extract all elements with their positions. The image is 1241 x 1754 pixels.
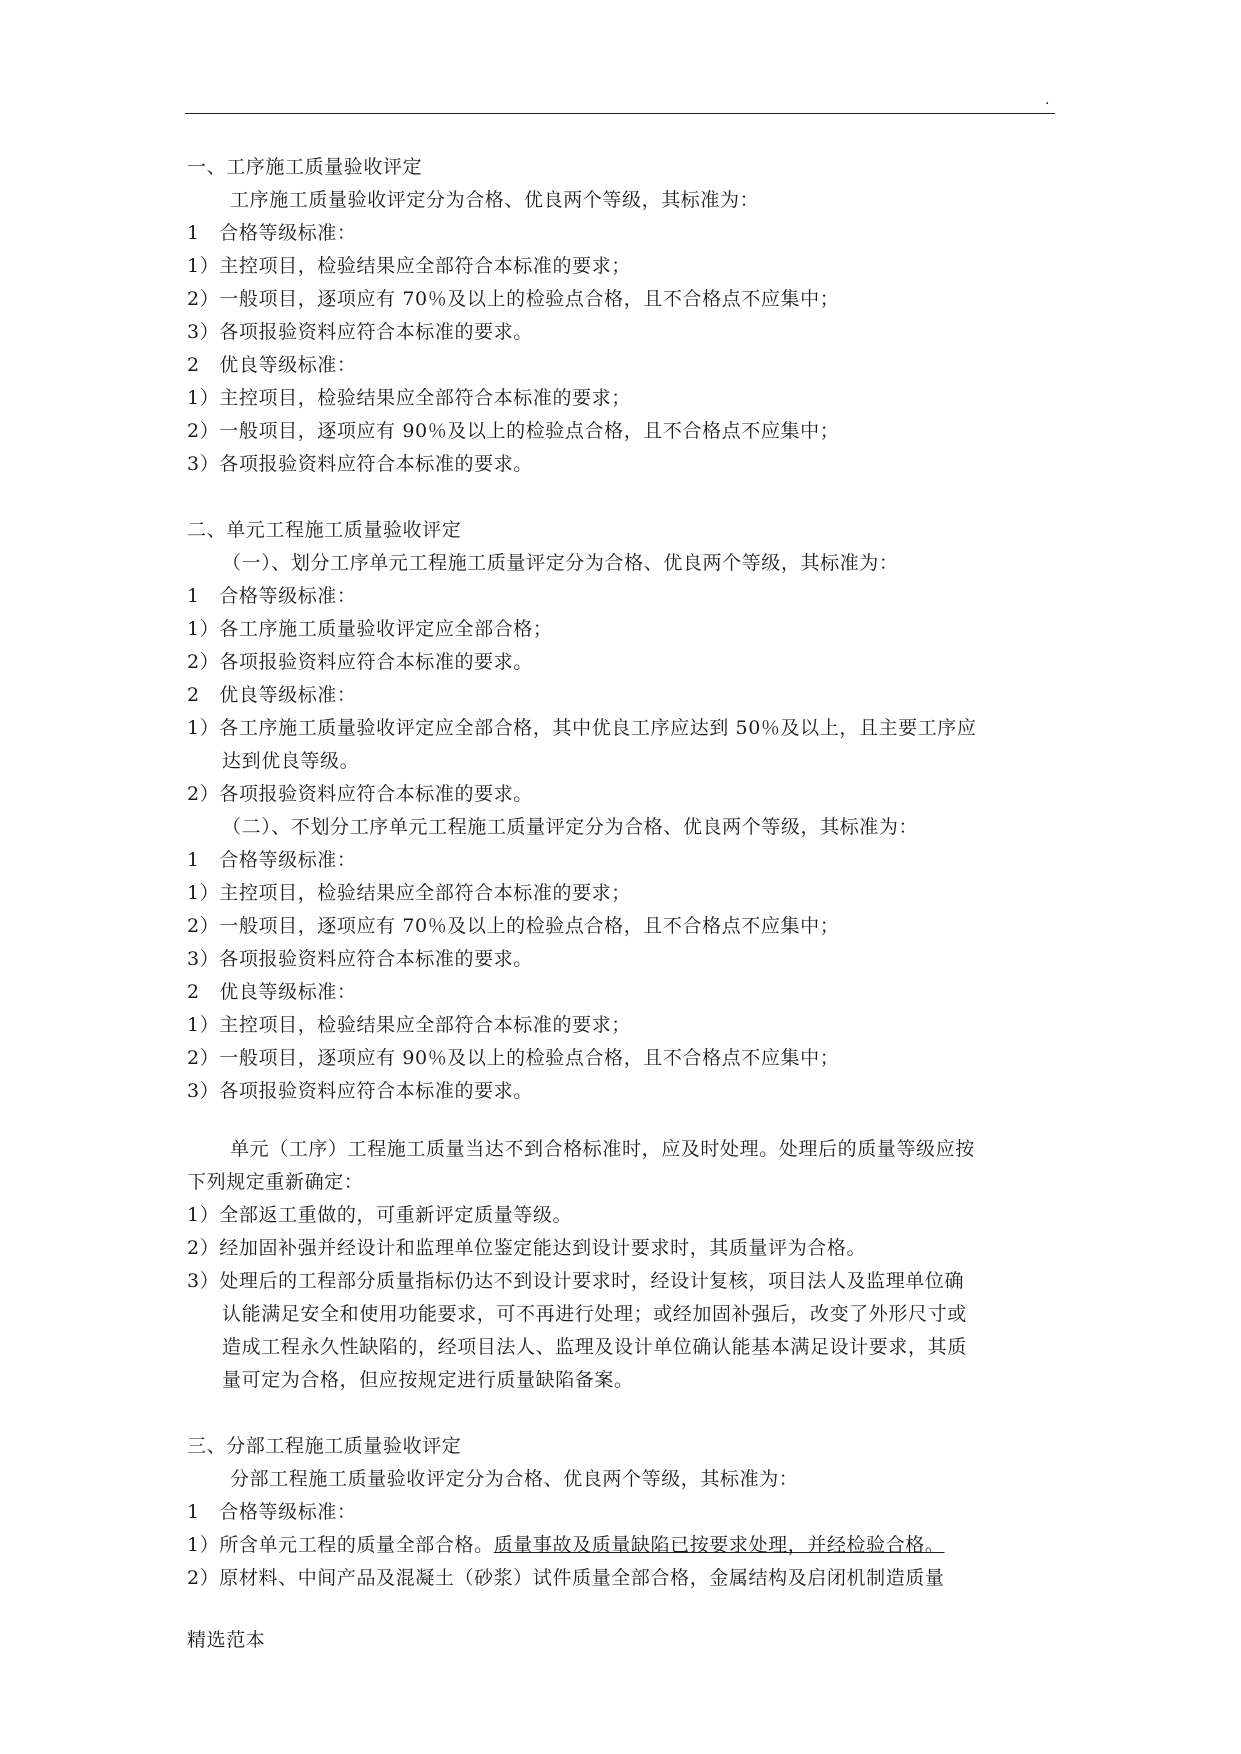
list-item: 2）一般项目，逐项应有 70％及以上的检验点合格，且不合格点不应集中； xyxy=(187,915,840,937)
list-item: 1）主控项目，检验结果应全部符合本标准的要求； xyxy=(187,387,631,409)
list-heading: 2 优良等级标准： xyxy=(187,981,357,1003)
footer-label: 精选范本 xyxy=(187,1629,266,1651)
list-item: 1）各工序施工质量验收评定应全部合格； xyxy=(187,618,553,640)
paragraph: 分部工程施工质量验收评定分为合格、优良两个等级，其标准为： xyxy=(230,1468,799,1490)
list-item: 1）主控项目，检验结果应全部符合本标准的要求； xyxy=(187,255,631,277)
header-mark: . xyxy=(1045,92,1050,108)
paragraph: 工序施工质量验收评定分为合格、优良两个等级，其标准为： xyxy=(230,189,760,211)
section-heading-1: 一、工序施工质量验收评定 xyxy=(187,156,423,178)
list-item: 1）各工序施工质量验收评定应全部合格，其中优良工序应达到 50％及以上，且主要工序应 xyxy=(187,717,977,739)
list-item: 2）一般项目，逐项应有 90％及以上的检验点合格，且不合格点不应集中； xyxy=(187,1047,840,1069)
list-item: 2）原材料、中间产品及混凝土（砂浆）试件质量全部合格，金属结构及启闭机制造质量 xyxy=(187,1567,945,1589)
underlined-text: 质量事故及质量缺陷已按要求处理，并经检验合格。 xyxy=(493,1534,945,1556)
list-item-continuation: 达到优良等级。 xyxy=(222,750,360,772)
list-heading: 2 优良等级标准： xyxy=(187,684,357,706)
list-item-continuation: 量可定为合格，但应按规定进行质量缺陷备案。 xyxy=(222,1369,634,1391)
list-item: 3）各项报验资料应符合本标准的要求。 xyxy=(187,453,533,475)
list-heading: 1 合格等级标准： xyxy=(187,1501,357,1523)
list-item-continuation: 认能满足安全和使用功能要求，可不再进行处理；或经加固补强后，改变了外形尺寸或 xyxy=(222,1303,967,1325)
list-item: 2）各项报验资料应符合本标准的要求。 xyxy=(187,651,533,673)
list-item: 3）各项报验资料应符合本标准的要求。 xyxy=(187,321,533,343)
section-heading-3: 三、分部工程施工质量验收评定 xyxy=(187,1435,462,1457)
list-heading: 2 优良等级标准： xyxy=(187,354,357,376)
list-item: 1）全部返工重做的，可重新评定质量等级。 xyxy=(187,1204,573,1226)
list-item: 2）各项报验资料应符合本标准的要求。 xyxy=(187,783,533,805)
list-item: 3）各项报验资料应符合本标准的要求。 xyxy=(187,948,533,970)
paragraph: （一）、划分工序单元工程施工质量评定分为合格、优良两个等级，其标准为： xyxy=(222,552,899,574)
list-item-continuation: 造成工程永久性缺陷的，经项目法人、监理及设计单位确认能基本满足设计要求，其质 xyxy=(222,1336,967,1358)
list-item: 3）各项报验资料应符合本标准的要求。 xyxy=(187,1080,533,1102)
list-heading: 1 合格等级标准： xyxy=(187,849,357,871)
list-item: 1）主控项目，检验结果应全部符合本标准的要求； xyxy=(187,1014,631,1036)
list-item: 2）经加固补强并经设计和监理单位鉴定能达到设计要求时，其质量评为合格。 xyxy=(187,1237,867,1259)
section-heading-2: 二、单元工程施工质量验收评定 xyxy=(187,519,462,541)
paragraph: 单元（工序）工程施工质量当达不到合格标准时，应及时处理。处理后的质量等级应按 xyxy=(230,1138,975,1160)
list-item-text: 1）所含单元工程的质量全部合格。 xyxy=(187,1534,494,1556)
header-rule xyxy=(185,113,1055,114)
list-item: 2）一般项目，逐项应有 90％及以上的检验点合格，且不合格点不应集中； xyxy=(187,420,840,442)
list-item: 1）主控项目，检验结果应全部符合本标准的要求； xyxy=(187,882,631,904)
list-item xyxy=(187,1533,945,1557)
list-item: 3）处理后的工程部分质量指标仍达不到设计要求时，经设计复核，项目法人及监理单位确 xyxy=(187,1270,965,1292)
list-heading: 1 合格等级标准： xyxy=(187,585,357,607)
paragraph-continuation: 下列规定重新确定： xyxy=(187,1171,364,1193)
list-item: 2）一般项目，逐项应有 70％及以上的检验点合格，且不合格点不应集中； xyxy=(187,288,840,310)
paragraph: （二）、不划分工序单元工程施工质量评定分为合格、优良两个等级，其标准为： xyxy=(222,816,919,838)
list-heading: 1 合格等级标准： xyxy=(187,222,357,244)
